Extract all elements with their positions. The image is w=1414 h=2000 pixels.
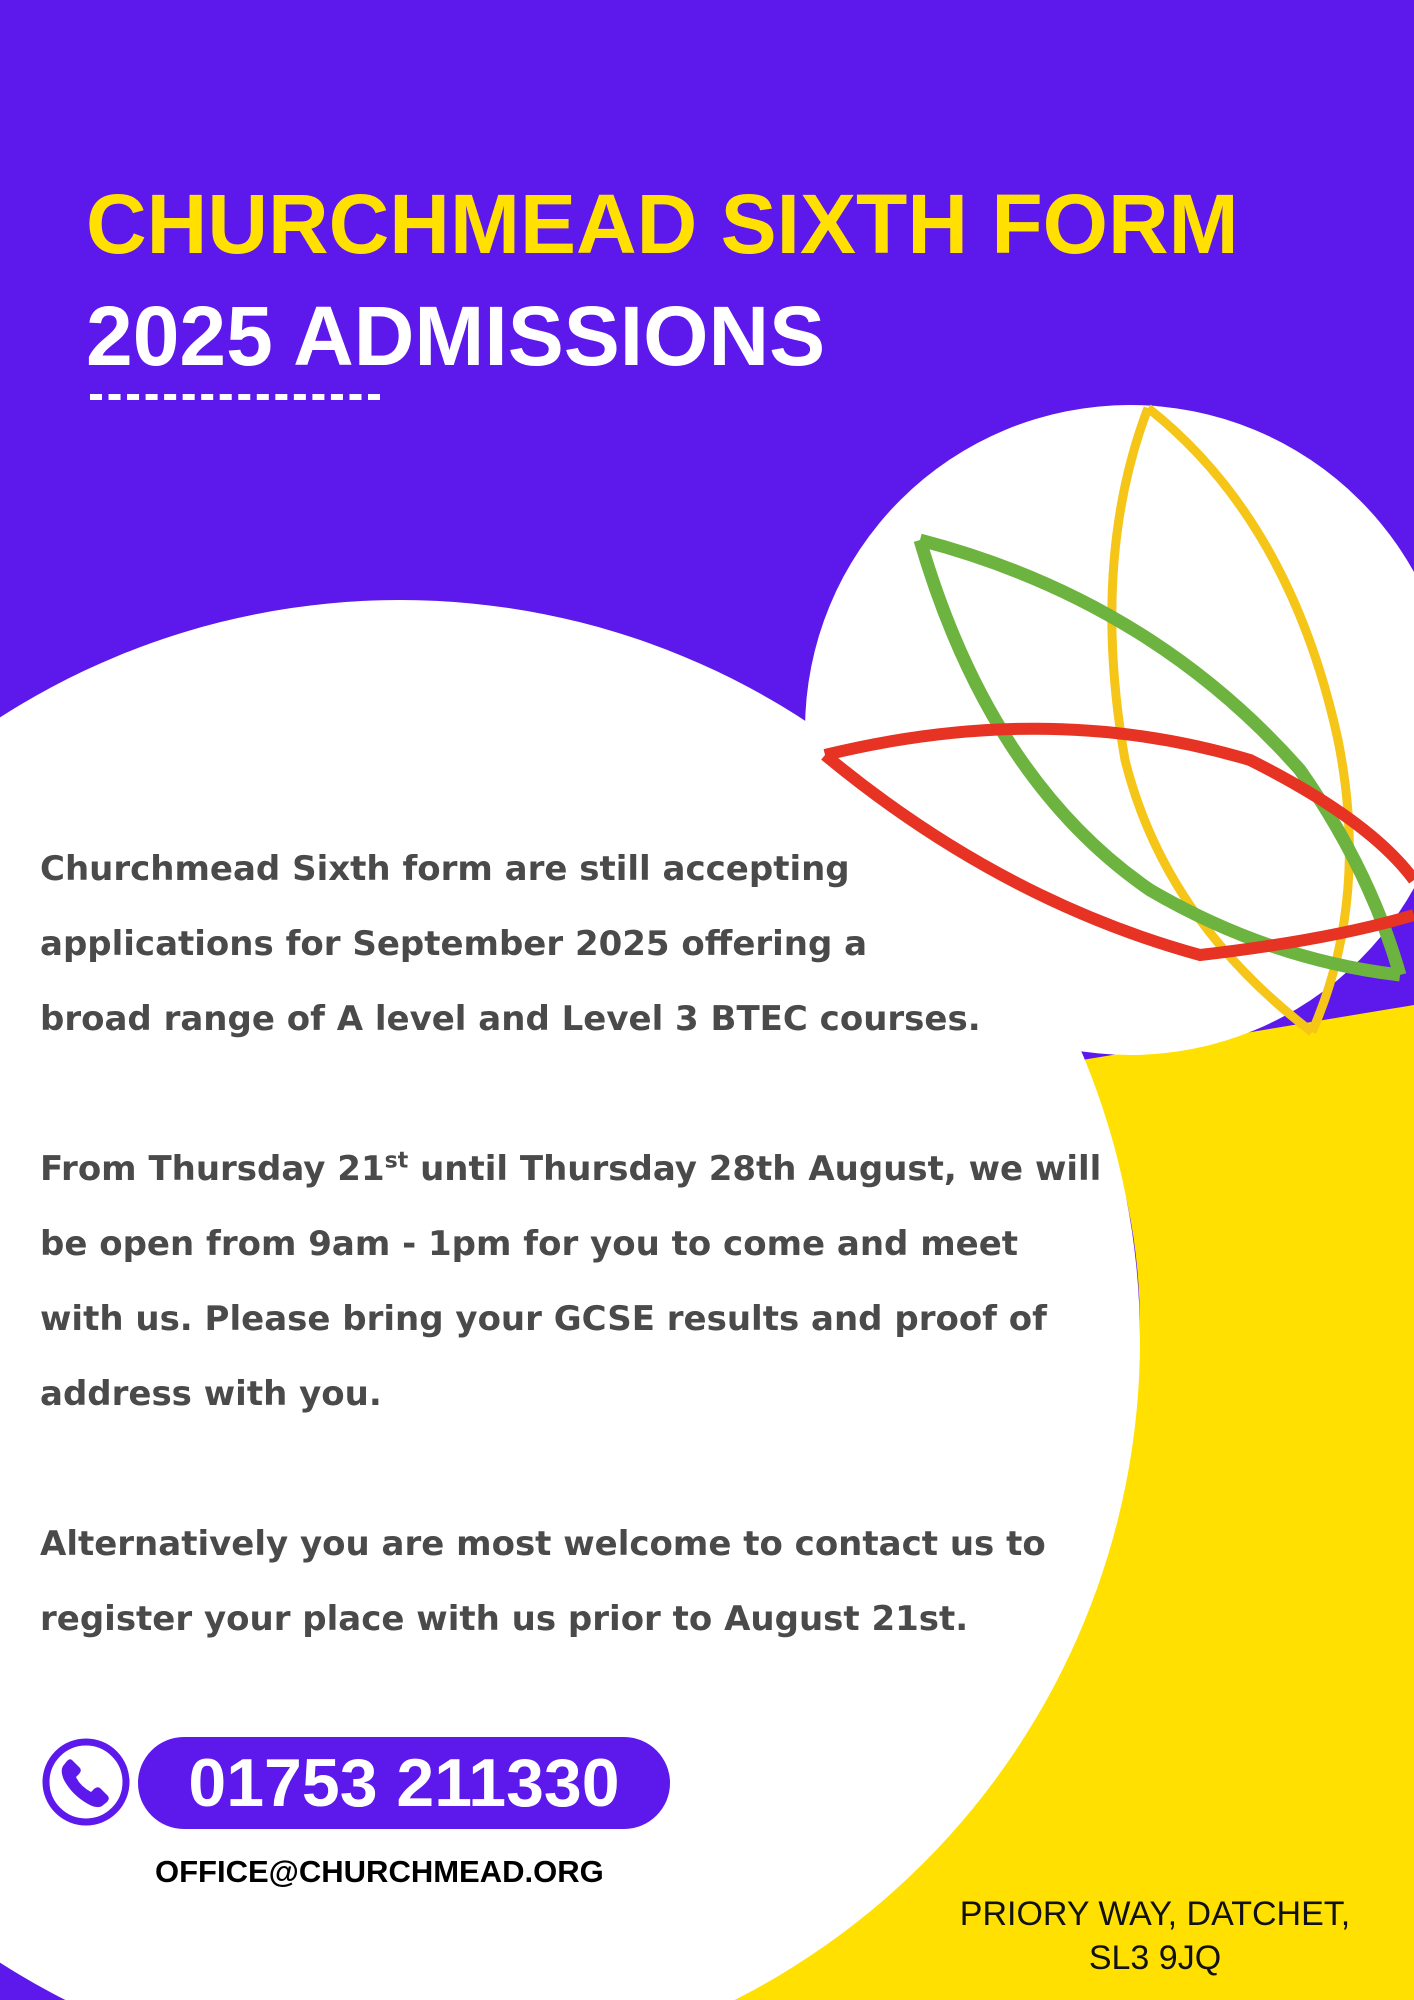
- phone-number: 01753 211330: [188, 1745, 620, 1821]
- date-range-text: until Thursday 28th August, we will: [408, 1149, 1102, 1189]
- paragraph-line: applications for September 2025 offering a: [40, 924, 868, 964]
- phone-icon: [42, 1738, 130, 1826]
- paragraph-line: broad range of A level and Level 3 BTEC courses.: [40, 999, 981, 1039]
- title-line-1: CHURCHMEAD SIXTH FORM: [86, 177, 1239, 271]
- title-line-2: 2025 ADMISSIONS: [86, 289, 826, 383]
- paragraph-open-days: [40, 1132, 1110, 1432]
- paragraph-line: with us. Please bring your GCSE results and proof of: [40, 1299, 1047, 1339]
- paragraph-line: Alternatively you are most welcome to contact us to: [40, 1524, 1046, 1564]
- ordinal-suffix: st: [384, 1148, 409, 1174]
- paragraph-contact-alternative: [40, 1507, 1110, 1657]
- paragraph-line: Churchmead Sixth form are still accepting: [40, 849, 850, 889]
- phone-number-badge[interactable]: [138, 1737, 670, 1829]
- address-line-2: SL3 9JQ: [1088, 1939, 1222, 1977]
- paragraph-line: register your place with us prior to August 21st.: [40, 1599, 969, 1639]
- postal-address: [920, 1892, 1390, 1980]
- email-address[interactable]: OFFICE@CHURCHMEAD.ORG: [155, 1854, 604, 1889]
- paragraph-line: be open from 9am - 1pm for you to come and meet: [40, 1224, 1019, 1264]
- paragraph-line: [40, 1132, 1110, 1207]
- date-text: From Thursday 21: [40, 1149, 385, 1189]
- title-dashed-underline: [90, 394, 380, 400]
- address-line-1: PRIORY WAY, DATCHET,: [959, 1895, 1351, 1933]
- paragraph-intro: [40, 832, 1110, 1057]
- paragraph-line: address with you.: [40, 1374, 382, 1414]
